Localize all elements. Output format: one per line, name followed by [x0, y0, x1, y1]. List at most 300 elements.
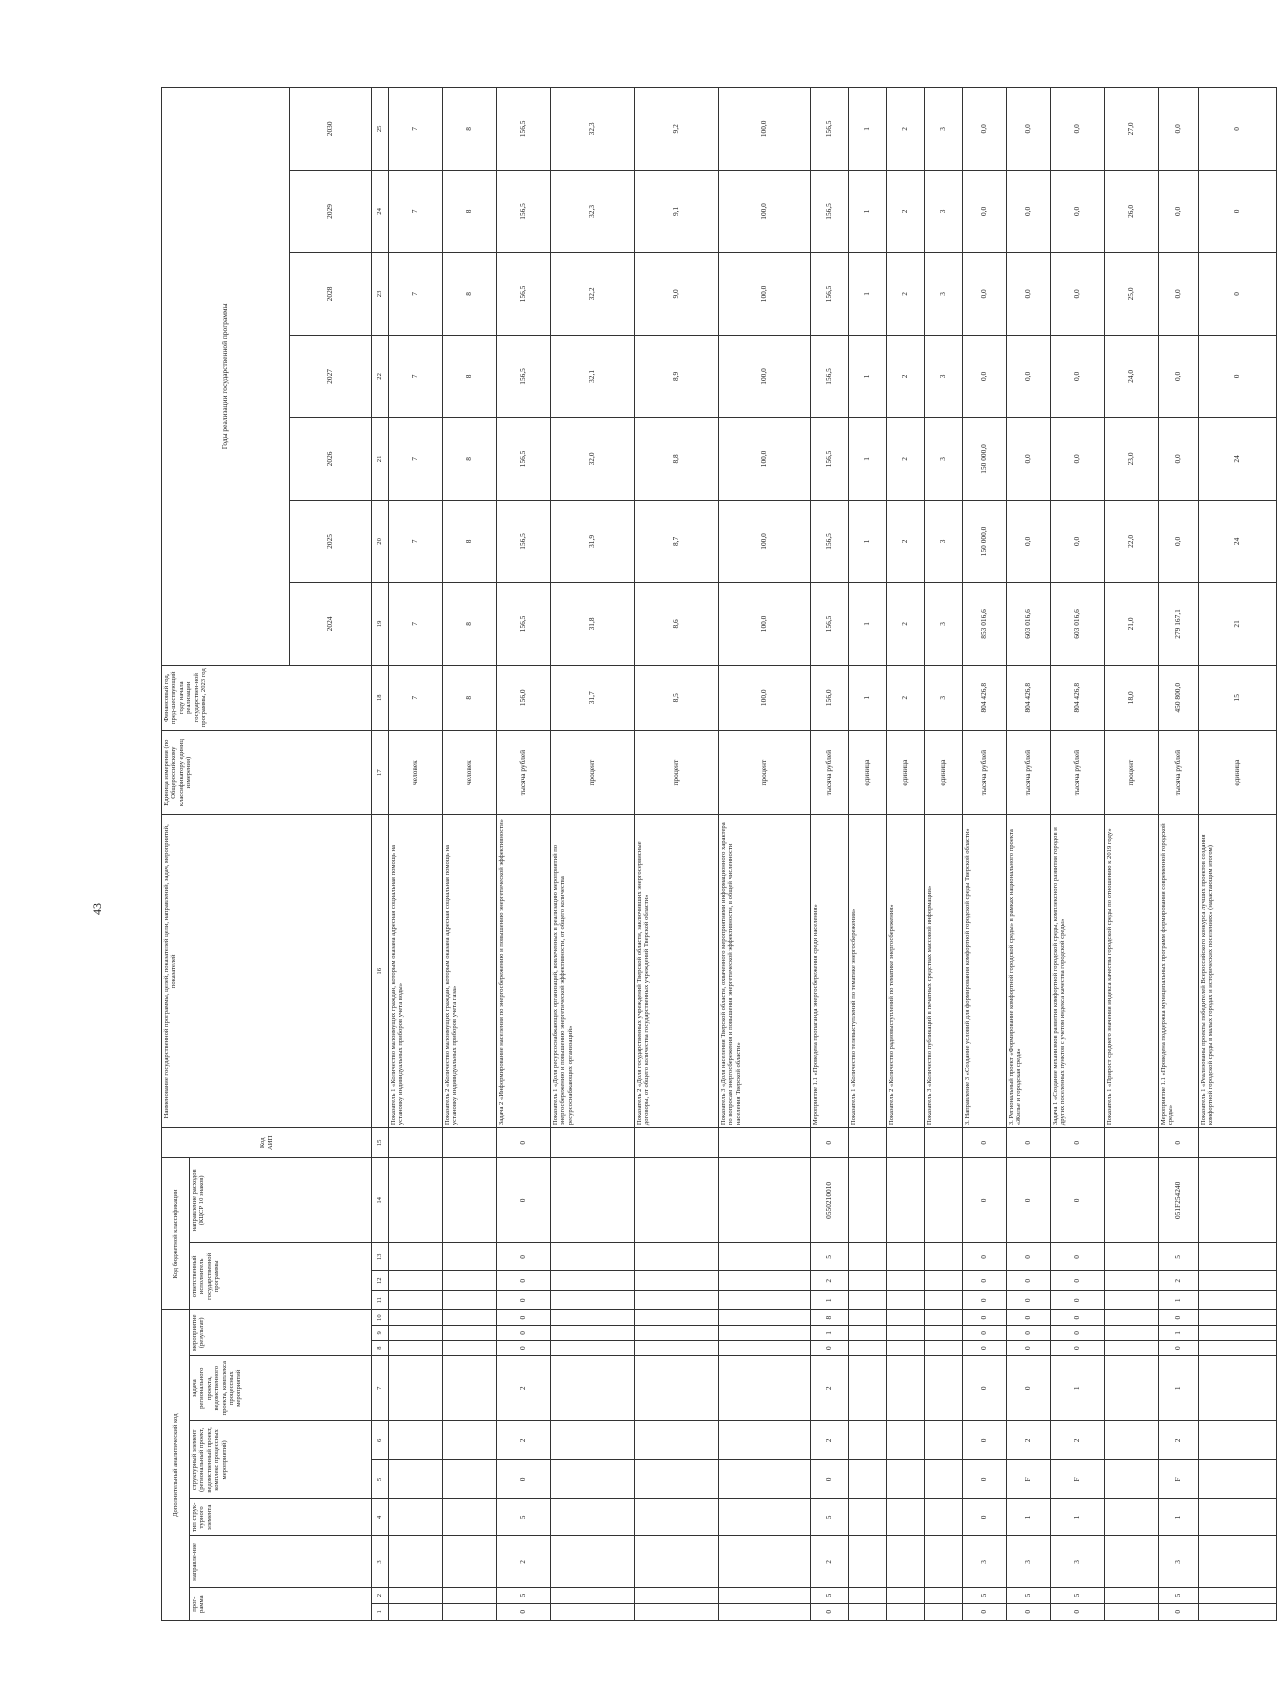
header-napr: направле-ние	[190, 1536, 372, 1588]
code-cell-m1	[1199, 1340, 1277, 1355]
year-value-cell: 0,0	[963, 335, 1007, 418]
year-value-cell: 1	[849, 500, 887, 583]
year-value-cell: 279 167,1	[1159, 583, 1199, 666]
year-value-cell: 1	[849, 253, 887, 336]
base-year-cell: 8	[443, 665, 497, 730]
table-row	[497, 88, 551, 1621]
code-cell-aip: 0	[811, 1128, 849, 1158]
code-cell-c3	[389, 1536, 443, 1588]
code-cell-kcsr: 0	[497, 1158, 551, 1243]
code-cell-c4	[925, 1499, 963, 1536]
code-cell-o2: 2	[811, 1271, 849, 1291]
code-cell-kcsr	[925, 1158, 963, 1243]
year-value-cell: 853 016,6	[963, 583, 1007, 666]
year-value-cell: 8,9	[635, 335, 719, 418]
name-cell: Показатель 3 «Доля населения Тверской области, охваченного мероприятиями информационного характера по вопросам энергосбережения и повышения энергетической эффективности, в общей численности населения Тверской области»	[719, 815, 811, 1128]
code-cell-c5: F	[1159, 1460, 1199, 1499]
code-cell-o3: 0	[963, 1243, 1007, 1271]
code-cell-m2	[389, 1325, 443, 1340]
unit-cell: единица	[849, 730, 887, 815]
header-year: 2025	[290, 500, 372, 583]
year-value-cell: 100,0	[719, 88, 811, 171]
code-cell-o1	[389, 1290, 443, 1310]
code-cell-m3: 0	[1051, 1310, 1105, 1325]
column-number: 14	[372, 1158, 389, 1243]
year-value-cell: 23,0	[1105, 418, 1159, 501]
code-cell-c5: F	[1051, 1460, 1105, 1499]
code-cell-aip	[719, 1128, 811, 1158]
code-cell-o2	[887, 1271, 925, 1291]
code-cell-kcsr	[887, 1158, 925, 1243]
code-cell-o3	[849, 1243, 887, 1271]
code-cell-c1	[925, 1603, 963, 1620]
code-cell-aip: 0	[963, 1128, 1007, 1158]
year-value-cell: 1	[849, 88, 887, 171]
base-year-cell: 156,0	[497, 665, 551, 730]
year-value-cell: 0,0	[1051, 418, 1105, 501]
code-cell-c7: 2	[811, 1356, 849, 1421]
code-cell-o1: 0	[963, 1290, 1007, 1310]
code-cell-c5: 0	[811, 1460, 849, 1499]
year-value-cell: 8	[443, 418, 497, 501]
code-cell-kcsr	[551, 1158, 635, 1243]
column-number: 18	[372, 665, 389, 730]
code-cell-c6: 2	[811, 1421, 849, 1460]
code-cell-c2	[925, 1588, 963, 1603]
table-row	[1159, 88, 1199, 1621]
table-row	[551, 88, 635, 1621]
unit-cell: единица	[887, 730, 925, 815]
code-cell-o1: 1	[811, 1290, 849, 1310]
code-cell-c2	[849, 1588, 887, 1603]
code-cell-m2: 1	[1159, 1325, 1199, 1340]
year-value-cell: 0,0	[1159, 170, 1199, 253]
year-value-cell: 156,5	[811, 253, 849, 336]
code-cell-c5	[849, 1460, 887, 1499]
year-value-cell: 25,0	[1105, 253, 1159, 336]
code-cell-o1: 0	[497, 1290, 551, 1310]
code-cell-c6	[887, 1421, 925, 1460]
year-value-cell: 0,0	[1007, 418, 1051, 501]
code-cell-m1	[551, 1340, 635, 1355]
code-cell-o1: 1	[1159, 1290, 1199, 1310]
code-cell-m2	[443, 1325, 497, 1340]
base-year-cell: 804 426,8	[963, 665, 1007, 730]
code-cell-o3	[1199, 1243, 1277, 1271]
column-number: 7	[372, 1356, 389, 1421]
code-cell-m3	[635, 1310, 719, 1325]
code-cell-o3	[551, 1243, 635, 1271]
code-cell-c3	[887, 1536, 925, 1588]
code-cell-aip	[887, 1128, 925, 1158]
column-number: 12	[372, 1271, 389, 1291]
year-value-cell: 156,5	[497, 335, 551, 418]
code-cell-c4	[443, 1499, 497, 1536]
code-cell-kcsr: 0	[1051, 1158, 1105, 1243]
year-value-cell: 24	[1199, 418, 1277, 501]
base-year-cell: 31,7	[551, 665, 635, 730]
code-cell-c7: 0	[963, 1356, 1007, 1421]
code-cell-o2	[389, 1271, 443, 1291]
program-table	[161, 87, 1277, 1621]
year-value-cell: 31,9	[551, 500, 635, 583]
code-cell-aip	[849, 1128, 887, 1158]
table-row	[443, 88, 497, 1621]
code-cell-o1	[635, 1290, 719, 1310]
header-aip: Код АИП	[162, 1128, 372, 1158]
code-cell-kcsr	[1199, 1158, 1277, 1243]
code-cell-m2	[887, 1325, 925, 1340]
year-value-cell: 0	[1199, 253, 1277, 336]
code-cell-c6	[1199, 1421, 1277, 1460]
code-cell-c5	[389, 1460, 443, 1499]
header-meropr: мероприятие (результат)	[190, 1310, 372, 1356]
header-otv: ответственный исполнитель государственной программы	[190, 1243, 372, 1310]
year-value-cell: 0,0	[1051, 88, 1105, 171]
year-value-cell: 0	[1199, 335, 1277, 418]
header-year: 2026	[290, 418, 372, 501]
code-cell-c4: 1	[1051, 1499, 1105, 1536]
code-cell-c6	[389, 1421, 443, 1460]
year-value-cell: 1	[849, 418, 887, 501]
unit-cell: тысяча рублей	[1007, 730, 1051, 815]
code-cell-c4: 1	[1007, 1499, 1051, 1536]
year-value-cell: 8	[443, 335, 497, 418]
code-cell-o1	[719, 1290, 811, 1310]
year-value-cell: 3	[925, 335, 963, 418]
rotated-table-container	[161, 87, 1242, 1621]
code-cell-c7: 0	[1007, 1356, 1051, 1421]
code-cell-aip	[1105, 1128, 1159, 1158]
code-cell-m3	[1105, 1310, 1159, 1325]
column-number: 19	[372, 583, 389, 666]
header-year: 2024	[290, 583, 372, 666]
year-value-cell: 0,0	[1051, 170, 1105, 253]
column-number: 8	[372, 1340, 389, 1355]
code-cell-o3	[635, 1243, 719, 1271]
year-value-cell: 8,8	[635, 418, 719, 501]
column-number: 21	[372, 418, 389, 501]
year-value-cell: 156,5	[497, 583, 551, 666]
code-cell-m2	[719, 1325, 811, 1340]
code-cell-aip	[925, 1128, 963, 1158]
name-cell: Показатель 1 «Доля ресурсоснабжающих организаций, вовлеченных в реализацию мероприятий по энергосбережению и повышению энергетической эффективности, от общего количества ресурсоснабжающих организаций»	[551, 815, 635, 1128]
code-cell-m3: 0	[1159, 1310, 1199, 1325]
code-cell-o2	[443, 1271, 497, 1291]
year-value-cell: 0,0	[1159, 253, 1199, 336]
year-value-cell: 26,0	[1105, 170, 1159, 253]
table-row	[719, 88, 811, 1621]
code-cell-c4: 5	[497, 1499, 551, 1536]
year-value-cell: 1	[849, 583, 887, 666]
code-cell-c7	[443, 1356, 497, 1421]
year-value-cell: 2	[887, 418, 925, 501]
code-cell-c6: 2	[1007, 1421, 1051, 1460]
code-cell-c2	[887, 1588, 925, 1603]
code-cell-m2	[551, 1325, 635, 1340]
code-cell-m1	[443, 1340, 497, 1355]
code-cell-m1: 0	[963, 1340, 1007, 1355]
unit-cell: процент	[635, 730, 719, 815]
code-cell-o1	[1105, 1290, 1159, 1310]
code-cell-c3: 3	[1051, 1536, 1105, 1588]
base-year-cell: 804 426,8	[1007, 665, 1051, 730]
column-number: 5	[372, 1460, 389, 1499]
code-cell-o1	[443, 1290, 497, 1310]
year-value-cell: 100,0	[719, 335, 811, 418]
column-number: 22	[372, 335, 389, 418]
name-cell: Показатель 2 «Количество радиовыступлений по тематике энергосбережения»	[887, 815, 925, 1128]
table-row	[849, 88, 887, 1621]
unit-cell: тысяча рублей	[811, 730, 849, 815]
column-number: 23	[372, 253, 389, 336]
year-value-cell: 0,0	[963, 253, 1007, 336]
year-value-cell: 0,0	[1051, 500, 1105, 583]
code-cell-c7	[719, 1356, 811, 1421]
code-cell-o3: 0	[497, 1243, 551, 1271]
code-cell-aip	[443, 1128, 497, 1158]
page-number: 43	[90, 903, 104, 915]
code-cell-m2: 0	[963, 1325, 1007, 1340]
code-cell-c1: 0	[1051, 1603, 1105, 1620]
code-cell-c1	[1105, 1603, 1159, 1620]
code-cell-c3	[443, 1536, 497, 1588]
code-cell-o2	[1199, 1271, 1277, 1291]
code-cell-c7: 2	[497, 1356, 551, 1421]
code-cell-c7	[551, 1356, 635, 1421]
code-cell-aip	[389, 1128, 443, 1158]
code-cell-c2: 5	[1051, 1588, 1105, 1603]
code-cell-m2	[849, 1325, 887, 1340]
code-cell-c2: 5	[963, 1588, 1007, 1603]
table-row	[887, 88, 925, 1621]
table-row	[1199, 88, 1277, 1621]
name-cell: Показатель 1 «Прирост среднего значения индекса качества городской среды по отношению к 2019 году»	[1105, 815, 1159, 1128]
code-cell-c3: 2	[811, 1536, 849, 1588]
code-cell-o2: 0	[1007, 1271, 1051, 1291]
code-cell-c5: 0	[497, 1460, 551, 1499]
year-value-cell: 0,0	[1159, 418, 1199, 501]
year-value-cell: 100,0	[719, 170, 811, 253]
code-cell-o1: 0	[1007, 1290, 1051, 1310]
year-value-cell: 8	[443, 88, 497, 171]
code-cell-c6: 2	[1159, 1421, 1199, 1460]
code-cell-o2: 0	[963, 1271, 1007, 1291]
name-cell: Показатель 1 «Количество малоимущих граждан, которым оказана адресная социальная помощь на установку индивидуальных приборов учета воды»	[389, 815, 443, 1128]
year-value-cell: 0,0	[1159, 335, 1199, 418]
code-cell-m1: 0	[1007, 1340, 1051, 1355]
column-number: 4	[372, 1499, 389, 1536]
year-value-cell: 8	[443, 170, 497, 253]
unit-cell: человек	[443, 730, 497, 815]
year-value-cell: 2	[887, 170, 925, 253]
year-value-cell: 7	[389, 500, 443, 583]
code-cell-m1: 0	[497, 1340, 551, 1355]
code-cell-c6	[443, 1421, 497, 1460]
code-cell-c3	[719, 1536, 811, 1588]
name-cell: Задача 2 «Информирование населения по энергосбережению и повышению энергетической эффективности»	[497, 815, 551, 1128]
year-value-cell: 100,0	[719, 253, 811, 336]
code-cell-m2: 0	[1051, 1325, 1105, 1340]
code-cell-c2	[1105, 1588, 1159, 1603]
year-value-cell: 0,0	[1007, 88, 1051, 171]
unit-cell: человек	[389, 730, 443, 815]
code-cell-c4	[849, 1499, 887, 1536]
code-cell-c7	[1105, 1356, 1159, 1421]
header-prog: прог-рамма	[190, 1588, 372, 1621]
code-cell-c1	[551, 1603, 635, 1620]
column-number: 20	[372, 500, 389, 583]
name-cell: Задача 1 «Создание механизмов развития комфортной городской среды, комплексного развития городов и других поселенных пунктов с учетом индекса качества городской среды»	[1051, 815, 1105, 1128]
code-cell-kcsr: 0550210010	[811, 1158, 849, 1243]
year-value-cell: 27,0	[1105, 88, 1159, 171]
base-year-cell: 3	[925, 665, 963, 730]
header-napr-rash: направление расходов (КЦСР 10 знаков)	[190, 1158, 372, 1243]
column-number: 13	[372, 1243, 389, 1271]
code-cell-c1	[1199, 1603, 1277, 1620]
code-cell-c6: 2	[1051, 1421, 1105, 1460]
name-cell: Показатель 2 «Доля государственных учреждений Тверской области, заключивших энергосервисные договоры, от общего количества государственных учреждений Тверской области»	[635, 815, 719, 1128]
code-cell-aip: 0	[497, 1128, 551, 1158]
code-cell-kcsr	[719, 1158, 811, 1243]
code-cell-m3	[551, 1310, 635, 1325]
year-value-cell: 0,0	[1159, 88, 1199, 171]
table-row	[635, 88, 719, 1621]
code-cell-m3: 0	[497, 1310, 551, 1325]
code-cell-o2	[551, 1271, 635, 1291]
year-value-cell: 2	[887, 500, 925, 583]
code-cell-c7: 1	[1159, 1356, 1199, 1421]
column-number: 6	[372, 1421, 389, 1460]
name-cell: 3. Направление 3 «Создание условий для формирования комфортной городской среды Тверской области»	[963, 815, 1007, 1128]
code-cell-m3	[1199, 1310, 1277, 1325]
name-cell: Показатель 1 «Реализованы проекты победителей Всероссийского конкурса лучших проектов создания комфортной городской среды в малых городах и исторических поселениях» (нарастающим итогом)	[1199, 815, 1277, 1128]
code-cell-c2: 5	[1159, 1588, 1199, 1603]
code-cell-c2	[1199, 1588, 1277, 1603]
name-cell: Мероприятие 1.1 «Проведена пропаганда энергосбережения среди населения»	[811, 815, 849, 1128]
column-number: 25	[372, 88, 389, 171]
code-cell-o3: 5	[1159, 1243, 1199, 1271]
code-cell-m2: 1	[811, 1325, 849, 1340]
code-cell-c1	[719, 1603, 811, 1620]
year-value-cell: 8	[443, 253, 497, 336]
code-cell-m1	[887, 1340, 925, 1355]
year-value-cell: 0,0	[1007, 335, 1051, 418]
code-cell-m1	[925, 1340, 963, 1355]
year-value-cell: 7	[389, 583, 443, 666]
code-cell-c6	[849, 1421, 887, 1460]
code-cell-m3	[443, 1310, 497, 1325]
year-value-cell: 32,2	[551, 253, 635, 336]
code-cell-m2	[635, 1325, 719, 1340]
code-cell-kcsr: 051F254240	[1159, 1158, 1199, 1243]
code-cell-o3	[887, 1243, 925, 1271]
year-value-cell: 150 000,0	[963, 500, 1007, 583]
code-cell-o1	[551, 1290, 635, 1310]
code-cell-c4	[551, 1499, 635, 1536]
table-row	[389, 88, 443, 1621]
year-value-cell: 603 016,6	[1051, 583, 1105, 666]
code-cell-c3: 3	[963, 1536, 1007, 1588]
code-cell-c2	[551, 1588, 635, 1603]
code-cell-m1: 0	[811, 1340, 849, 1355]
code-cell-o2	[1105, 1271, 1159, 1291]
year-value-cell: 21,0	[1105, 583, 1159, 666]
code-cell-o3: 0	[1007, 1243, 1051, 1271]
code-cell-o1	[925, 1290, 963, 1310]
table-row	[1105, 88, 1159, 1621]
table-row	[963, 88, 1007, 1621]
code-cell-c5	[635, 1460, 719, 1499]
code-cell-c2: 5	[811, 1588, 849, 1603]
base-year-cell: 8,5	[635, 665, 719, 730]
table-body	[389, 88, 1277, 1621]
code-cell-kcsr	[635, 1158, 719, 1243]
unit-cell: процент	[719, 730, 811, 815]
code-cell-m3	[719, 1310, 811, 1325]
code-cell-c2	[443, 1588, 497, 1603]
code-cell-c3	[925, 1536, 963, 1588]
column-number: 10	[372, 1310, 389, 1325]
header-unit: Единица измерения (по Общероссийскому классификатору единиц измерения)	[162, 730, 372, 815]
code-cell-c4: 1	[1159, 1499, 1199, 1536]
header-struct-el: структурный элемент (региональный проект, ведомственный проект, комплекс процессных мероприятий)	[190, 1421, 372, 1499]
year-value-cell: 156,5	[811, 170, 849, 253]
code-cell-m3: 0	[963, 1310, 1007, 1325]
year-value-cell: 156,5	[811, 335, 849, 418]
year-value-cell: 32,3	[551, 88, 635, 171]
year-value-cell: 0	[1199, 88, 1277, 171]
code-cell-o3	[925, 1243, 963, 1271]
year-value-cell: 0,0	[1159, 500, 1199, 583]
code-cell-c5	[551, 1460, 635, 1499]
code-cell-c5	[719, 1460, 811, 1499]
year-value-cell: 0,0	[1007, 170, 1051, 253]
code-cell-aip	[635, 1128, 719, 1158]
code-cell-o3	[719, 1243, 811, 1271]
table-row	[925, 88, 963, 1621]
code-cell-c5	[1199, 1460, 1277, 1499]
code-cell-m2	[1199, 1325, 1277, 1340]
base-year-cell: 18,0	[1105, 665, 1159, 730]
base-year-cell: 450 800,0	[1159, 665, 1199, 730]
year-value-cell: 156,5	[497, 170, 551, 253]
code-cell-kcsr	[389, 1158, 443, 1243]
year-value-cell: 156,5	[811, 583, 849, 666]
name-cell: Показатель 2 «Количество малоимущих граждан, которым оказана адресная социальная помощь на установку индивидуальных приборов учета газа»	[443, 815, 497, 1128]
name-cell: Мероприятие 1.1 «Проведена поддержка муниципальных программ формирования современной городской среды»	[1159, 815, 1199, 1128]
year-value-cell: 150 000,0	[963, 418, 1007, 501]
code-cell-c6	[719, 1421, 811, 1460]
code-cell-c7	[635, 1356, 719, 1421]
base-year-cell: 156,0	[811, 665, 849, 730]
code-cell-c3	[635, 1536, 719, 1588]
code-cell-o1	[887, 1290, 925, 1310]
header-year: 2030	[290, 88, 372, 171]
header-type-struct: тип струк-турного элемента	[190, 1499, 372, 1536]
code-cell-kcsr	[849, 1158, 887, 1243]
year-value-cell: 7	[389, 170, 443, 253]
year-value-cell: 9,1	[635, 170, 719, 253]
column-number: 15	[372, 1128, 389, 1158]
year-value-cell: 21	[1199, 583, 1277, 666]
year-value-cell: 156,5	[811, 418, 849, 501]
unit-cell: тысяча рублей	[1051, 730, 1105, 815]
code-cell-c3	[1105, 1536, 1159, 1588]
code-cell-c1: 0	[963, 1603, 1007, 1620]
year-value-cell: 2	[887, 335, 925, 418]
header-year: 2027	[290, 335, 372, 418]
